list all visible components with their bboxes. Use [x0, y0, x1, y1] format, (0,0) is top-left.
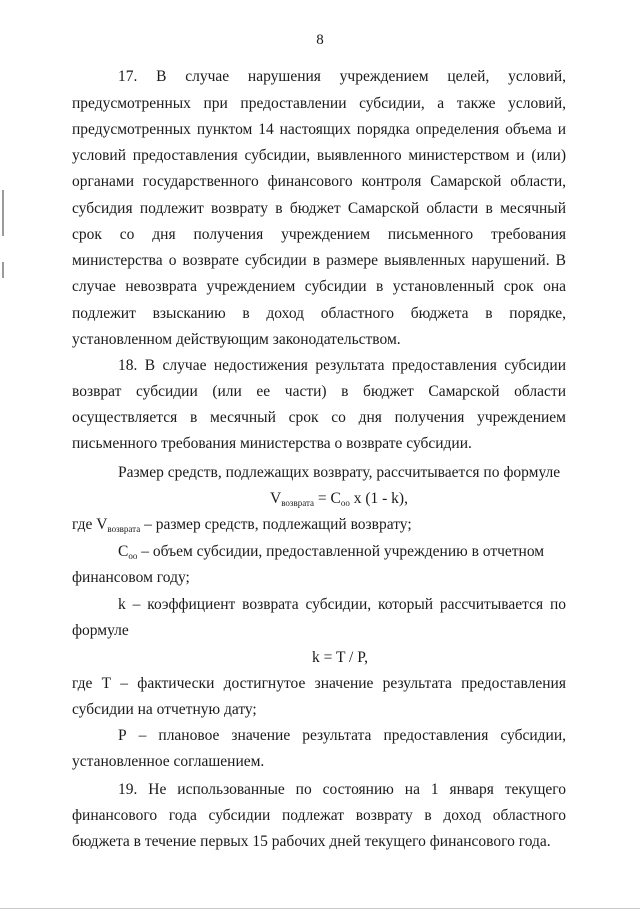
c-definition-line	[118, 539, 566, 565]
paragraph-19-line: бюджета в течение первых 15 рабочих дней текущего финансового года.	[72, 833, 551, 850]
paragraph-17-line: субсидия подлежит возврату в бюджет Самарской области в месячный	[72, 200, 566, 217]
formula-v-subscript: возврата	[281, 498, 314, 508]
formula-v-symbol: V	[270, 490, 282, 507]
paragraph-17-line: условий предоставления субсидии, выявленного министерством и (или)	[72, 147, 566, 164]
scan-edge-mark	[2, 190, 4, 236]
k-definition-line: k – коэффициент возврата субсидии, который рассчитывается по	[118, 596, 566, 613]
v-definition-line	[72, 512, 566, 538]
formula-c-subscript: оо	[340, 498, 350, 508]
formula-return-amount	[270, 486, 570, 512]
scan-edge-mark	[2, 262, 4, 278]
paragraph-17-line: установленном действующим законодательством.	[72, 331, 401, 348]
formula-equals-c: = C	[314, 490, 341, 507]
paragraph-18-line: осуществляется в месячный срок со дня получения учреждением	[72, 409, 566, 426]
c-def-rest: – объем субсидии, предоставленной учреждению в отчетном	[137, 543, 545, 560]
paragraph-17-line: предусмотренных пунктом 14 настоящих порядка определения объема и	[72, 121, 566, 138]
t-definition-line: субсидии на отчетную дату;	[72, 701, 257, 718]
page-number: 8	[316, 32, 324, 48]
v-def-prefix: где V	[72, 516, 108, 533]
v-def-subscript: возврата	[107, 524, 141, 534]
p-definition-line: установленное соглашением.	[72, 753, 265, 770]
paragraph-17-line: срок со дня получения учреждением письменного требования	[72, 226, 566, 243]
scan-edge-mark	[0, 908, 640, 909]
t-definition-line: где Т – фактически достигнутое значение результата предоставления	[72, 675, 566, 692]
c-definition-line: финансовом году;	[72, 569, 190, 586]
formula-k-coefficient: k = T / P,	[312, 649, 368, 666]
c-def-symbol: C	[118, 543, 129, 560]
paragraph-19-line: финансового года субсидии подлежат возврату в доход областного	[72, 807, 566, 824]
paragraph-17-line: подлежит взысканию в доход областного бюджета в порядке,	[72, 305, 566, 322]
paragraph-18-line: 18. В случае недостижения результата предоставления субсидии	[118, 357, 566, 374]
paragraph-17-line: предусмотренных при предоставлении субсидии, а также условий,	[72, 95, 566, 112]
paragraph-17-line: органами государственного финансового контроля Самарской области,	[72, 173, 566, 190]
paragraph-17-line: случае невозврата учреждением субсидии в установленный срок она	[72, 278, 566, 295]
paragraph-17-line: 17. В случае нарушения учреждением целей, условий,	[118, 68, 566, 85]
paragraph-18-line: возврат субсидии (или ее части) в бюджет Самарской области	[72, 383, 566, 400]
k-definition-line: формуле	[72, 622, 129, 639]
paragraph-19-line: 19. Не использованные по состоянию на 1 января текущего	[118, 781, 566, 798]
v-def-rest: – размер средств, подлежащий возврату;	[140, 516, 412, 533]
c-def-subscript: оо	[128, 551, 138, 561]
paragraph-18-line: письменного требования министерства о возврате субсидии.	[72, 435, 472, 452]
size-intro-line: Размер средств, подлежащих возврату, рассчитывается по формуле	[118, 464, 561, 481]
paragraph-17-line: министерства о возврате субсидии в размере выявленных нарушений. В	[72, 252, 566, 269]
formula-tail: x (1 - k),	[349, 490, 408, 507]
p-definition-line: Р – плановое значение результата предоставления субсидии,	[118, 727, 566, 744]
